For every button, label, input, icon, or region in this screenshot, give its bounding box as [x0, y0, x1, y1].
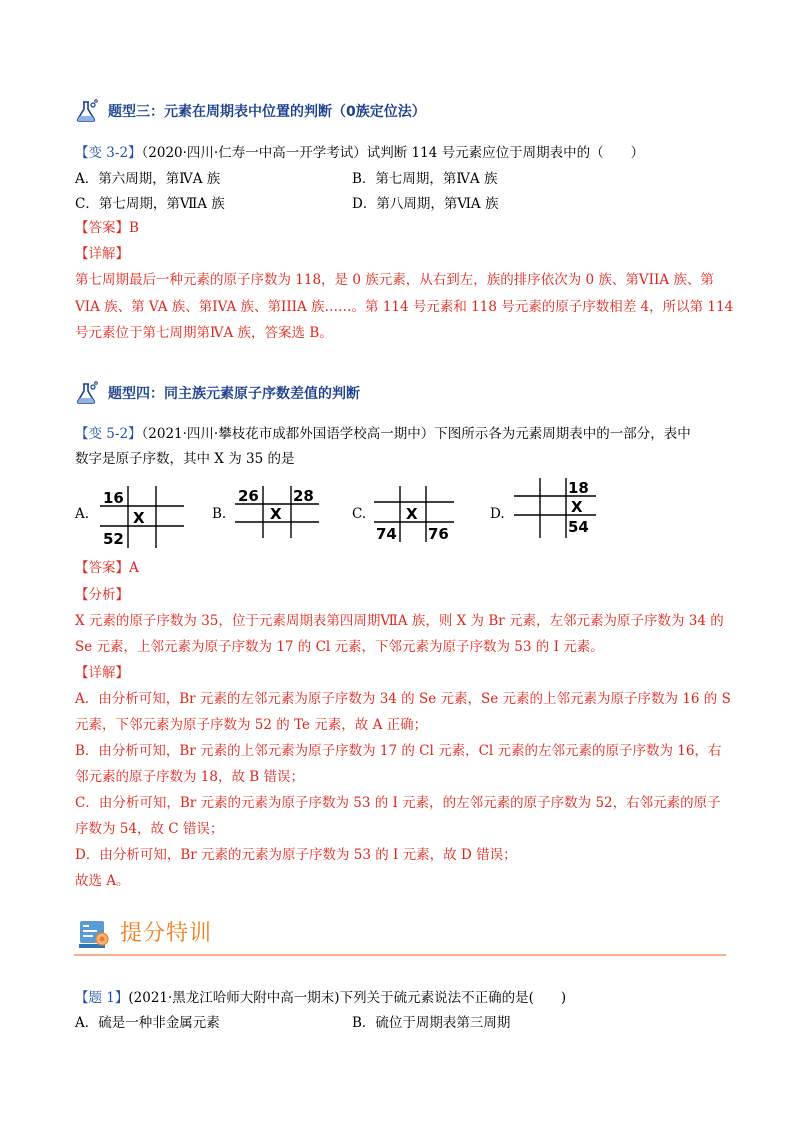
detail-line: 序数为 54，故 C 错误； — [75, 821, 224, 837]
banner-divider — [74, 954, 726, 956]
grid-option-c — [374, 486, 454, 542]
cell-number: 54 — [568, 518, 589, 536]
grid-option-label: C. — [352, 506, 367, 522]
section-header-4 — [74, 380, 360, 406]
cell-number: 16 — [103, 489, 124, 507]
question-source: （2020·四川·仁寿一中高一开学考试） — [141, 145, 367, 161]
cell-number: 26 — [238, 487, 259, 505]
answer-tag: 【答案】 — [75, 220, 129, 236]
section-title: 题型四：同主族元素原子序数差值的判断 — [108, 386, 360, 402]
answer-line — [75, 218, 139, 238]
banner-title: 提分特训 — [120, 921, 213, 946]
grid-option-b — [235, 486, 319, 538]
cell-number: 18 — [568, 479, 589, 497]
option-b: B．第七周期，第ⅣA 族 — [352, 171, 498, 187]
detail-line: B．由分析可知，Br 元素的上邻元素为原子序数为 17 的 Cl 元素，Cl 元素的左邻元素的原子序数为 16，右 — [75, 743, 722, 759]
cell-number: 74 — [376, 525, 397, 542]
detail-line: 第七周期最后一种元素的原子序数为 118，是 0 族元素，从右到左，族的排序依次为 0 族、第VIIA 族、第 — [75, 272, 714, 288]
detail-line: 元素，下邻元素为原子序数为 52 的 Te 元素，故 A 正确； — [75, 717, 428, 733]
analysis-tag: 【分析】 — [75, 587, 129, 603]
option-a: A．硫是一种非金属元素 — [75, 1015, 220, 1031]
detail-tag: 【详解】 — [75, 665, 129, 681]
option-a: A．第六周期，第ⅣA 族 — [75, 171, 221, 187]
option-b: B．硫位于周期表第三周期 — [352, 1015, 511, 1031]
option-d: D．第八周期，第ⅥA 族 — [352, 196, 499, 212]
grid-option-label: B. — [212, 506, 227, 522]
question-tag: 【变 3-2】 — [75, 145, 142, 161]
flask-icon — [74, 98, 100, 124]
question-tag: 【题 1】 — [75, 990, 129, 1006]
cell-number: 52 — [103, 530, 124, 548]
cell-number: 28 — [293, 487, 314, 505]
answer-value: B — [129, 220, 139, 236]
analysis-line: X 元素的原子序数为 35，位于元素周期表第四周期ⅦA 族，则 X 为 Br 元素，左邻元素为原子序数为 34 的 — [75, 613, 724, 629]
section-title: 题型三：元素在周期表中位置的判断（0族定位法） — [108, 104, 426, 120]
detail-line: VIA 族、第 VA 族、第IVA 族、第IIIA 族……。第 114 号元素和 118 号元素的原子序数相差 4，所以第 114 — [75, 299, 734, 315]
answer-tag: 【答案】 — [75, 560, 129, 576]
question-line — [75, 143, 644, 163]
detail-line: 故选 A。 — [75, 873, 130, 889]
grid-option-a — [100, 486, 184, 548]
question-line — [75, 988, 566, 1008]
grid-option-label: A. — [75, 506, 90, 522]
cell-x: X — [133, 509, 145, 527]
detail-line: C．由分析可知，Br 元素的元素为原子序数为 53 的 I 元素，的左邻元素的原子序数为 52，右邻元素的原子 — [75, 795, 721, 811]
training-icon — [78, 918, 112, 952]
question-text: (2021·黑龙江哈师大附中高一期末)下列关于硫元素说法不正确的是( ) — [128, 990, 567, 1006]
cell-x: X — [571, 498, 583, 516]
cell-x: X — [270, 505, 282, 523]
detail-tag: 【详解】 — [75, 246, 129, 262]
training-banner — [74, 912, 726, 956]
answer-value: A — [129, 560, 139, 576]
answer-line — [75, 558, 139, 578]
section-header-3 — [74, 98, 426, 124]
detail-line: D．由分析可知，Br 元素的元素为原子序数为 53 的 I 元素，故 D 错误； — [75, 847, 517, 863]
detail-line: A．由分析可知，Br 元素的左邻元素为原子序数为 34 的 Se 元素，Se 元素的上邻元素为原子序数为 16 的 S — [75, 691, 731, 707]
question-text: （2021·四川·攀枝花市成都外国语学校高一期中）下图所示各为元素周期表中的一部分，表中 — [141, 426, 691, 442]
question-line: 数字是原子序数，其中 X 为 35 的是 — [75, 451, 295, 467]
grid-option-label: D. — [490, 506, 505, 522]
question-text: 试判断 114 号元素应位于周期表中的（ ） — [366, 145, 645, 161]
grid-option-d — [514, 478, 596, 538]
cell-number: 76 — [428, 525, 449, 542]
detail-line: 邻元素的原子序数为 18，故 B 错误； — [75, 769, 304, 785]
detail-line: 号元素位于第七周期第ⅣA 族，答案选 B。 — [75, 325, 333, 341]
analysis-line: Se 元素，上邻元素为原子序数为 17 的 Cl 元素，下邻元素为原子序数为 53 的 I 元素。 — [75, 639, 604, 655]
option-c: C．第七周期，第ⅦA 族 — [75, 196, 225, 212]
question-line — [75, 424, 691, 444]
cell-x: X — [406, 505, 418, 523]
flask-icon — [74, 380, 100, 406]
question-tag: 【变 5-2】 — [75, 426, 142, 442]
